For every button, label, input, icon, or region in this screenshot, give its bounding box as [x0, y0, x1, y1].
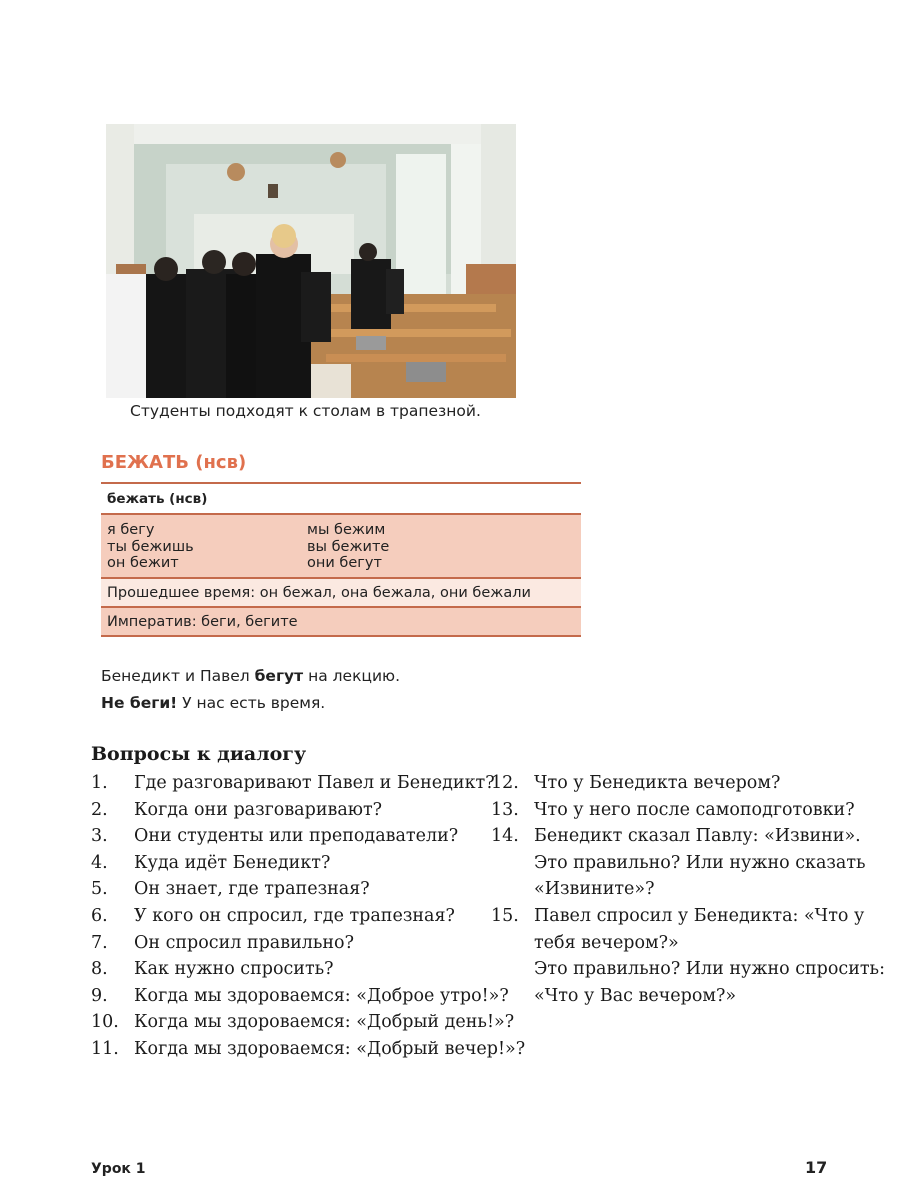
form-my: мы бежим [307, 522, 386, 538]
imperative: Императив: беги, бегите [101, 607, 581, 636]
question-item [91, 850, 511, 877]
question-number: 1. [91, 773, 108, 793]
question-number: 9. [91, 985, 108, 1006]
question-text: Когда они разговаривают? [134, 799, 383, 820]
example-highlight: Не беги! [101, 694, 178, 712]
questions-heading: Вопросы к диалогу [91, 743, 307, 765]
question-item [491, 903, 871, 930]
question-item [91, 983, 511, 1010]
question-number: 14. [491, 826, 519, 847]
question-text: Бенедикт сказал Павлу: «Извини». [534, 826, 861, 847]
example-highlight: бегут [254, 667, 304, 685]
question-number: 5. [91, 879, 108, 900]
conjugation-header: бежать (нсв) [101, 483, 581, 514]
question-number: 6. [91, 905, 108, 926]
question-text: У кого он спросил, где трапезная? [134, 905, 455, 926]
imperative-row [101, 607, 581, 636]
example-sentence [101, 667, 400, 685]
question-number: 7. [91, 932, 108, 953]
past-tense: Прошедшее время: он бежал, она бежала, они бежали [101, 578, 581, 607]
question-number: 2. [91, 799, 108, 820]
question-item [91, 930, 511, 957]
example-sentence [101, 694, 400, 712]
question-text: Что у него после самоподготовки? [534, 799, 855, 820]
question-number: 10. [91, 1012, 119, 1033]
question-item [491, 983, 871, 1010]
question-text: Они студенты или преподаватели? [134, 826, 459, 847]
question-number: 13. [491, 799, 519, 820]
question-text: Что у Бенедикта вечером? [534, 773, 781, 793]
question-text: Когда мы здороваемся: «Добрый день!»? [134, 1012, 515, 1033]
photo-caption: Студенты подходят к столам в трапезной. [130, 402, 481, 420]
question-item [91, 956, 511, 983]
question-text: Куда идёт Бенедикт? [134, 852, 331, 873]
question-item [91, 823, 511, 850]
past-tense-row [101, 578, 581, 607]
question-text: «Извините»? [534, 879, 655, 900]
question-text: тебя вечером?» [534, 932, 679, 953]
question-number: 8. [91, 959, 108, 980]
question-item [491, 850, 871, 877]
question-text: «Что у Вас вечером?» [534, 985, 737, 1006]
plural-forms [301, 514, 581, 578]
question-item [91, 903, 511, 930]
question-number: 4. [91, 852, 108, 873]
question-item [491, 797, 871, 824]
present-forms-row [101, 514, 581, 578]
form-vy: вы бежите [307, 538, 390, 555]
question-item [491, 956, 885, 983]
question-item [491, 876, 871, 903]
form-ty: ты бежишь [107, 538, 194, 555]
form-oni: они бегут [307, 555, 382, 571]
question-item [491, 770, 871, 797]
question-item [491, 823, 871, 850]
question-text: Как нужно спросить? [134, 959, 334, 980]
example-text: на лекцию. [303, 667, 401, 685]
form-on: он бежит [107, 555, 179, 571]
question-item [91, 876, 511, 903]
question-item [91, 797, 511, 824]
conjugation-table [101, 482, 581, 637]
question-text: Павел спросил у Бенедикта: «Что у [534, 905, 865, 926]
question-item [491, 930, 871, 957]
question-number: 12. [491, 773, 519, 793]
example-text: Бенедикт и Павел [101, 667, 255, 685]
questions-list-left [91, 770, 526, 1063]
question-text: Он знает, где трапезная? [134, 879, 370, 900]
dining-hall-illustration [106, 124, 516, 398]
question-text: Когда мы здороваемся: «Доброе утро!»? [134, 985, 509, 1006]
question-item [91, 770, 511, 797]
question-text: Это правильно? Или нужно сказать [534, 852, 866, 873]
questions-list-right [491, 770, 885, 1009]
question-text: Он спросил правильно? [134, 932, 354, 953]
page-number: 17 [805, 1158, 828, 1177]
conjugation-header-row [101, 483, 581, 514]
singular-forms [101, 514, 301, 578]
question-number: 15. [491, 905, 519, 926]
form-ya: я бегу [107, 522, 155, 538]
question-text: Когда мы здороваемся: «Добрый вечер!»? [134, 1038, 526, 1059]
question-text: Это правильно? Или нужно спросить: [534, 959, 885, 980]
example-text: У нас есть время. [177, 694, 326, 712]
lesson-label: Урок 1 [91, 1161, 146, 1177]
question-number: 3. [91, 826, 108, 847]
question-number: 11. [91, 1038, 119, 1059]
verb-heading: БЕЖАТЬ (нсв) [101, 452, 247, 473]
question-item [91, 1009, 515, 1036]
question-text: Где разговаривают Павел и Бенедикт? [134, 773, 495, 793]
question-item [91, 1036, 526, 1063]
example-sentences [101, 667, 400, 721]
dining-hall-photo [106, 124, 516, 398]
